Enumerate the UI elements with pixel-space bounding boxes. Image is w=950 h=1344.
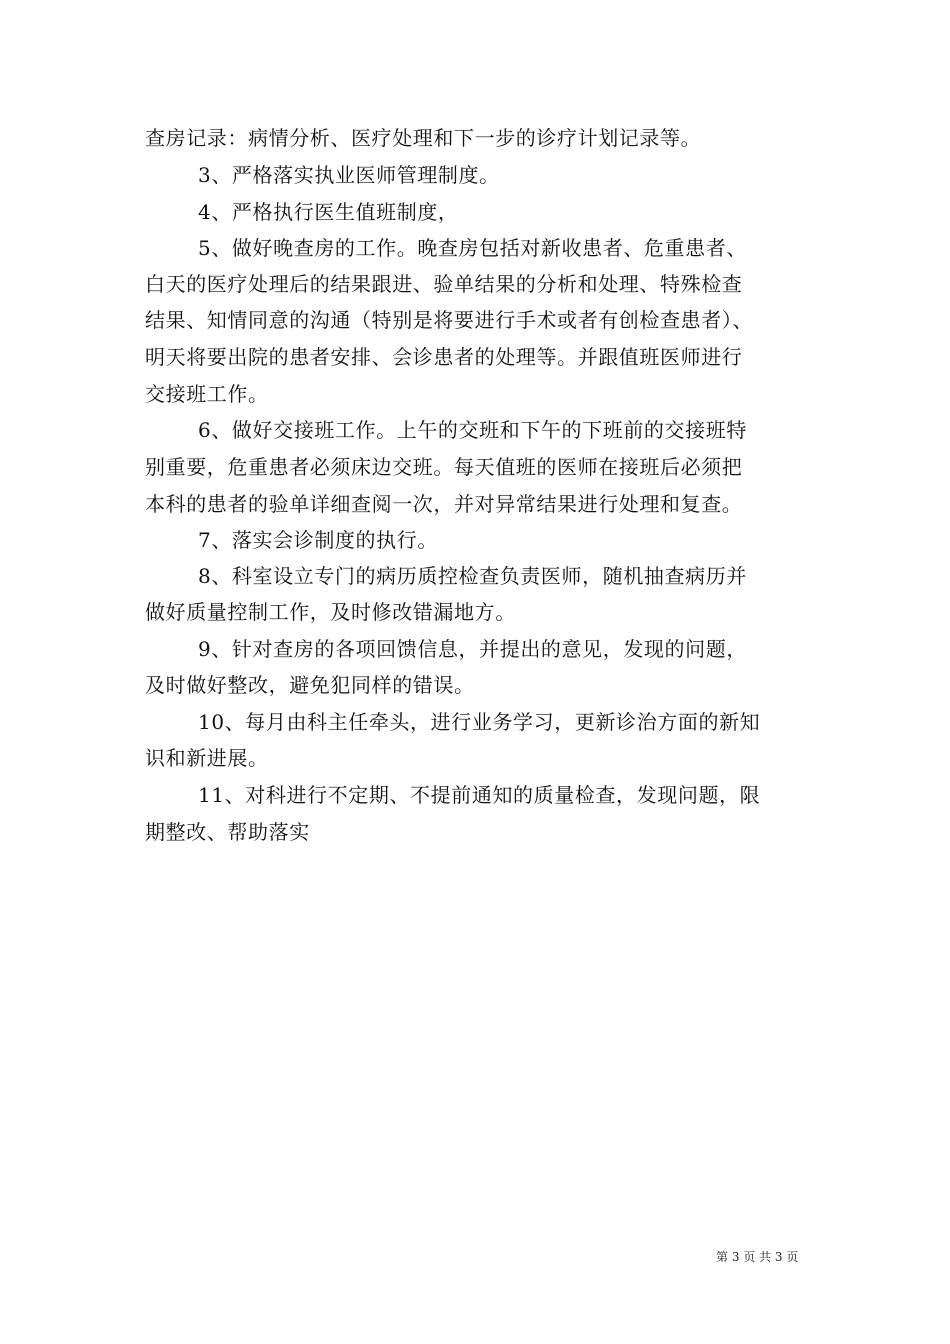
text-line: 交接班工作。	[145, 382, 269, 406]
text-line: 9、针对查房的各项回馈信息，并提出的意见，发现的问题，	[198, 637, 747, 661]
text-line: 4、严格执行医生值班制度，	[198, 200, 459, 224]
text-line: 识和新进展。	[145, 746, 269, 770]
page-number-footer: 第 3 页 共 3 页	[716, 1250, 799, 1264]
text-line: 5、做好晚查房的工作。晚查房包括对新收患者、危重患者、	[198, 236, 747, 260]
text-line: 7、落实会诊制度的执行。	[198, 528, 438, 552]
text-line: 8、科室设立专门的病历质控检查负责医师，随机抽查病历并	[198, 564, 747, 588]
text-line: 做好质量控制工作，及时修改错漏地方。	[145, 600, 516, 624]
text-line: 结果、知情同意的沟通（特别是将要进行手术或者有创检查患者）、	[145, 308, 753, 332]
text-line: 期整改、帮助落实	[145, 820, 310, 844]
text-line: 6、做好交接班工作。上午的交班和下午的下班前的交接班特	[198, 418, 747, 442]
text-line: 及时做好整改，避免犯同样的错误。	[145, 673, 475, 697]
text-line: 白天的医疗处理后的结果跟进、验单结果的分析和处理、特殊检查	[145, 272, 743, 296]
text-line: 别重要，危重患者必须床边交班。每天值班的医师在接班后必须把	[145, 455, 743, 479]
text-line: 3、严格落实执业医师管理制度。	[198, 163, 500, 187]
text-line: 明天将要出院的患者安排、会诊患者的处理等。并跟值班医师进行	[145, 345, 743, 369]
text-line: 本科的患者的验单详细查阅一次，并对异常结果进行处理和复查。	[145, 492, 743, 516]
text-line: 查房记录：病情分析、医疗处理和下一步的诊疗计划记录等。	[145, 126, 702, 150]
text-line: 11、对科进行不定期、不提前通知的质量检查，发现问题，限	[198, 783, 761, 807]
text-line: 10、每月由科主任牵头，进行业务学习，更新诊治方面的新知	[198, 710, 761, 734]
